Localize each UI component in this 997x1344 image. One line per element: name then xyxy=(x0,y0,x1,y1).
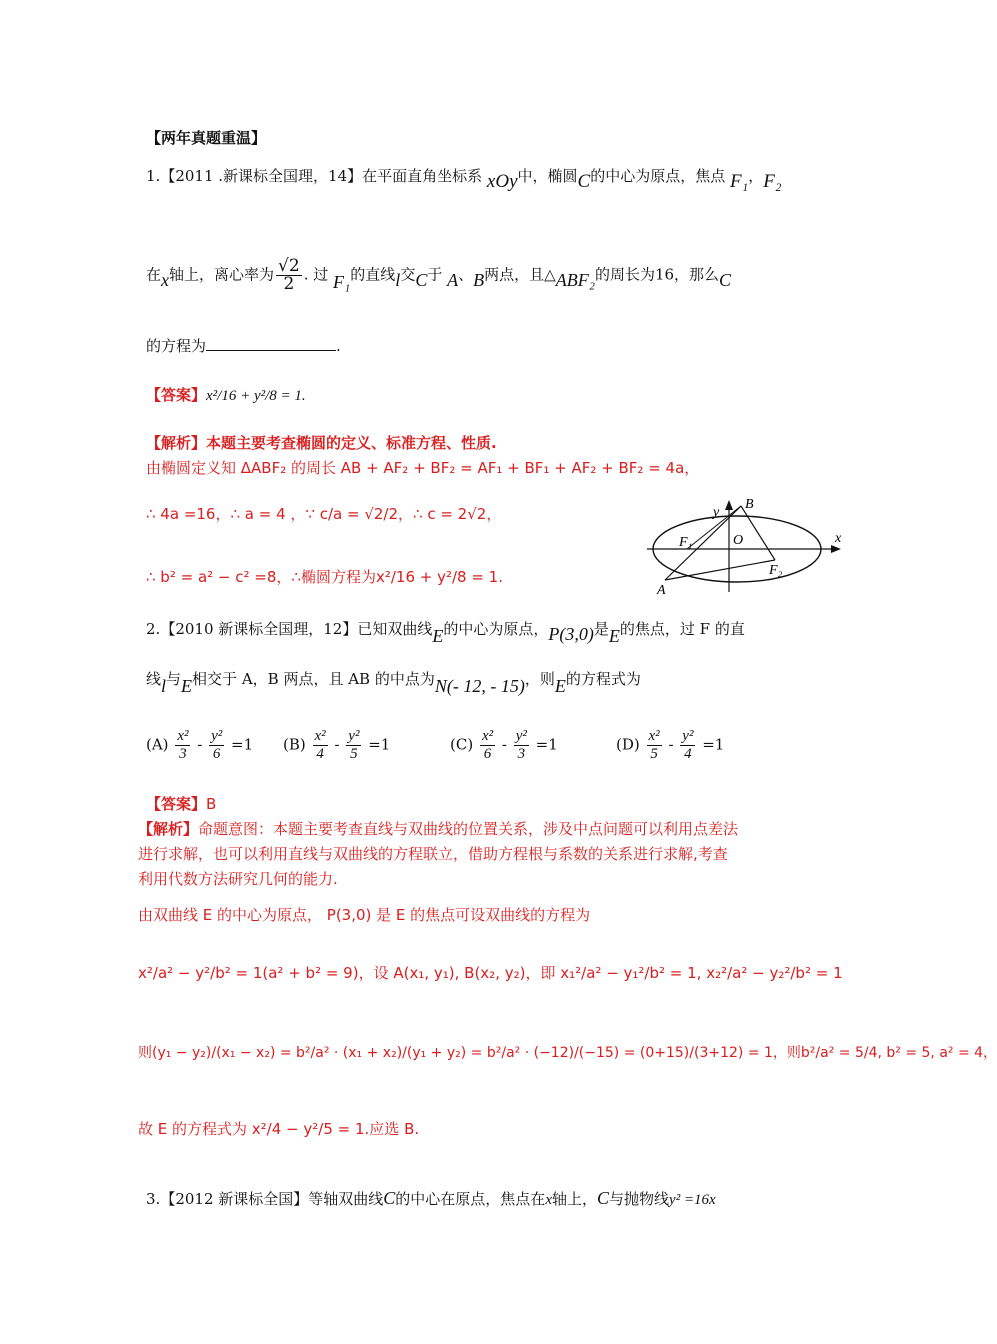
hyperbola-symbol: E xyxy=(432,626,444,646)
analysis-text: 命题意图：本题主要考查直线与双曲线的位置关系，涉及中点问题可以利用点差法 xyxy=(198,820,739,838)
focus-f1: F₁ xyxy=(333,271,351,292)
analysis-text: 故 E 的方程式为 xyxy=(138,1120,248,1138)
answer-blank xyxy=(206,336,336,351)
label-x: x xyxy=(835,531,842,546)
q1-number: 1. xyxy=(146,167,161,185)
analysis-text: ∴ b² = a² − c² =8，∴椭圆方程为 xyxy=(146,568,376,586)
q2-analysis-1 xyxy=(138,818,738,839)
q2-text: 线 xyxy=(146,670,162,688)
q2-text: 与 xyxy=(166,670,182,688)
q3-line1 xyxy=(146,1188,716,1209)
option-denominator: 3 xyxy=(517,746,526,762)
analysis-text: x²/4 − y²/5 = 1 xyxy=(251,1120,365,1138)
q1-text: . 过 xyxy=(303,265,329,284)
section-title: 【两年真题重温】 xyxy=(146,129,267,147)
analysis-text: (y₁ − y₂)/(x₁ − x₂) = b²/a² · (x₁ + x₂)/(y₁ + y₂) = b²/a² · (−12)/(−15) = (0+15)/(3+12) = 1 xyxy=(152,1045,773,1061)
q2-number: 2. xyxy=(146,620,161,638)
segment-af2 xyxy=(665,560,775,580)
hyperbola-symbol: E xyxy=(181,676,193,696)
q1-answer xyxy=(146,384,306,405)
label-b: B xyxy=(745,497,754,512)
q2-text: ，则 xyxy=(524,670,555,688)
label-f1: F₁ xyxy=(679,535,693,550)
option-denominator: 4 xyxy=(316,746,324,762)
q1-analysis-3 xyxy=(146,503,501,524)
q3-text: 的中心在原点，焦点在 xyxy=(395,1190,546,1208)
coord-system: xOy xyxy=(486,171,518,192)
option-label: (B) xyxy=(283,735,306,754)
q1-analysis-4 xyxy=(146,566,503,587)
ellipse-figure xyxy=(645,492,855,602)
analysis-text: .应选 B. xyxy=(364,1120,420,1138)
analysis-text: b²/a² = 5/4, b² = 5, a² = 4 xyxy=(800,1045,984,1061)
analysis-text: 则 xyxy=(138,1045,152,1061)
fraction-denominator: 2 xyxy=(283,274,295,294)
q2-line2 xyxy=(146,668,641,696)
hyperbola-symbol: E xyxy=(608,626,620,646)
option-denominator: 4 xyxy=(684,746,692,762)
x-axis-symbol: x xyxy=(545,1192,552,1208)
option-label: (A) xyxy=(146,735,169,754)
q1-line3 xyxy=(146,335,341,356)
option-denominator: 6 xyxy=(483,746,492,762)
q1-text: 、 xyxy=(458,265,474,284)
q1-text: ， xyxy=(748,167,764,185)
analysis-text: 本题主要考查椭圆的定义、标准方程、性质. xyxy=(206,434,497,452)
q2-text: 已知双曲线 xyxy=(357,620,433,638)
ellipse-symbol: C xyxy=(577,171,591,192)
option-b[interactable]: (B) $\frac{\text{x²}}{4}$ - $\frac{\text{y²}}{5}$ =1 xyxy=(283,728,391,762)
q3-text: 与抛物线 xyxy=(609,1190,670,1208)
q2-analysis-7 xyxy=(138,1118,419,1139)
q2-text: 的焦点，过 F 的直 xyxy=(619,620,745,638)
point-b: B xyxy=(473,269,485,290)
ellipse-symbol: C xyxy=(719,269,732,290)
option-denominator: 6 xyxy=(212,746,221,762)
q2-text: 的方程式为 xyxy=(565,670,641,688)
analysis-text: ∴ 4a =16，∴ a = 4 ，∵ xyxy=(146,505,315,523)
q2-answer xyxy=(146,793,216,814)
q1-line2 xyxy=(146,258,731,293)
q3-number: 3. xyxy=(146,1190,161,1208)
q1-analysis-1 xyxy=(146,432,497,453)
point-p: P(3,0) xyxy=(548,624,594,644)
analysis-text: ， xyxy=(983,1045,997,1061)
analysis-text: x₁²/a² − y₁²/b² = 1, x₂²/a² − y₂²/b² = 1 xyxy=(560,964,843,982)
q3-text: 等轴双曲线 xyxy=(308,1190,384,1208)
option-label: (D) xyxy=(616,735,640,754)
focus-f1: F₁ xyxy=(730,171,749,192)
q1-text: 中，椭圆 xyxy=(517,167,578,185)
parabola-equation: y² =16x xyxy=(669,1192,716,1208)
line-l-symbol: l xyxy=(395,269,401,290)
label-a: A xyxy=(657,583,666,598)
analysis-text: x²/a² − y²/b² = 1(a² + b² = 9)，设 A(x₁, y₁), B(x₂, y₂)，即 xyxy=(138,964,556,982)
q1-text: 交 xyxy=(400,265,416,284)
option-d[interactable]: (D) $\frac{\text{x²}}{5}$ - $\frac{\text{y²}}{4}$ =1 xyxy=(616,728,725,762)
line-l-symbol: l xyxy=(161,676,167,696)
label-o: O xyxy=(733,533,744,548)
q1-line1 xyxy=(146,165,782,192)
answer-label: 【答案】 xyxy=(146,386,207,404)
q1-text: 的直线 xyxy=(350,265,396,284)
eccentricity xyxy=(276,258,302,293)
fraction-numerator: √2 xyxy=(278,256,300,276)
q3-source: 【2012 新课标全国】 xyxy=(160,1190,309,1208)
q1-text: 的方程为 xyxy=(146,337,207,355)
analysis-text: ，则 xyxy=(772,1045,801,1061)
q2-text: 相交于 A，B 两点，且 AB 的中点为 xyxy=(192,670,435,688)
q1-text: 两点，且△ xyxy=(484,265,556,284)
q2-source: 【2010 新课标全国理，12】 xyxy=(160,620,358,638)
x-axis-arrow xyxy=(831,545,841,553)
q1-text: 于 xyxy=(427,265,443,284)
q1-text: 在平面直角坐标系 xyxy=(362,167,483,185)
option-denominator: 3 xyxy=(179,746,187,762)
hyperbola-symbol: C xyxy=(383,1188,396,1208)
q2-text: 是 xyxy=(593,620,609,638)
q1-text: 的中心为原点，焦点 xyxy=(590,167,726,185)
option-denominator: 5 xyxy=(350,746,358,762)
answer-label: 【答案】 xyxy=(146,795,207,813)
analysis-label: 【解析】 xyxy=(146,434,207,452)
q1-text: 的周长为16，那么 xyxy=(594,265,720,284)
option-denominator: 5 xyxy=(650,746,658,762)
answer-value: x²/16 + y²/8 = 1. xyxy=(206,388,306,404)
focus-f2: F₂ xyxy=(763,171,782,192)
q1-text: 在 xyxy=(146,265,162,284)
analysis-text: ，∴ c = 2√2， xyxy=(398,505,502,523)
option-label: (C) xyxy=(450,735,474,754)
label-y: y xyxy=(713,505,720,520)
y-axis-arrow xyxy=(725,500,733,510)
label-f2: F₂ xyxy=(769,563,783,578)
x-axis-symbol: x xyxy=(161,269,170,290)
analysis-text: c/a = √2/2 xyxy=(319,505,399,523)
ellipse-symbol: C xyxy=(415,269,428,290)
q3-text: 轴上， xyxy=(551,1190,597,1208)
midpoint-n: N(- 12, - 15) xyxy=(434,676,525,696)
q1-text: . xyxy=(336,337,341,355)
answer-value: B xyxy=(206,795,217,813)
q2-analysis-6 xyxy=(138,1042,997,1062)
q2-analysis-5 xyxy=(138,962,843,983)
hyperbola-symbol: E xyxy=(554,676,566,696)
q2-line1 xyxy=(146,618,745,646)
q1-source: 【2011 .新课标全国理，14】 xyxy=(160,167,363,185)
analysis-text: x²/16 + y²/8 = 1. xyxy=(375,568,503,586)
q2-analysis-2: 进行求解，也可以利用直线与双曲线的方程联立，借助方程根与系数的关系进行求解,考查 xyxy=(138,845,728,863)
hyperbola-symbol: C xyxy=(597,1188,610,1208)
q2-text: 的中心为原点， xyxy=(443,620,549,638)
option-c[interactable]: (C) $\frac{\text{x²}}{6}$ - $\frac{\text{y²}}{3}$ =1 xyxy=(450,728,558,762)
option-a[interactable]: (A) $\frac{\text{x²}}{3}$ - $\frac{\text{y²}}{6}$ =1 xyxy=(146,728,254,762)
q2-analysis-4: 由双曲线 E 的中心为原点， P(3,0) 是 E 的焦点可设双曲线的方程为 xyxy=(138,906,591,924)
q2-analysis-3: 利用代数方法研究几何的能力. xyxy=(138,870,338,888)
triangle-abf2: ABF₂ xyxy=(555,269,595,290)
q1-text: 轴上，离心率为 xyxy=(169,265,275,284)
q1-analysis-2: 由椭圆定义知 ΔABF₂ 的周长 AB + AF₂ + BF₂ = AF₁ + BF₁ + AF₂ + BF₂ = 4a， xyxy=(146,459,700,477)
analysis-label: 【解析】 xyxy=(138,820,199,838)
point-a: A xyxy=(447,269,459,290)
segment-bf2 xyxy=(741,506,775,560)
